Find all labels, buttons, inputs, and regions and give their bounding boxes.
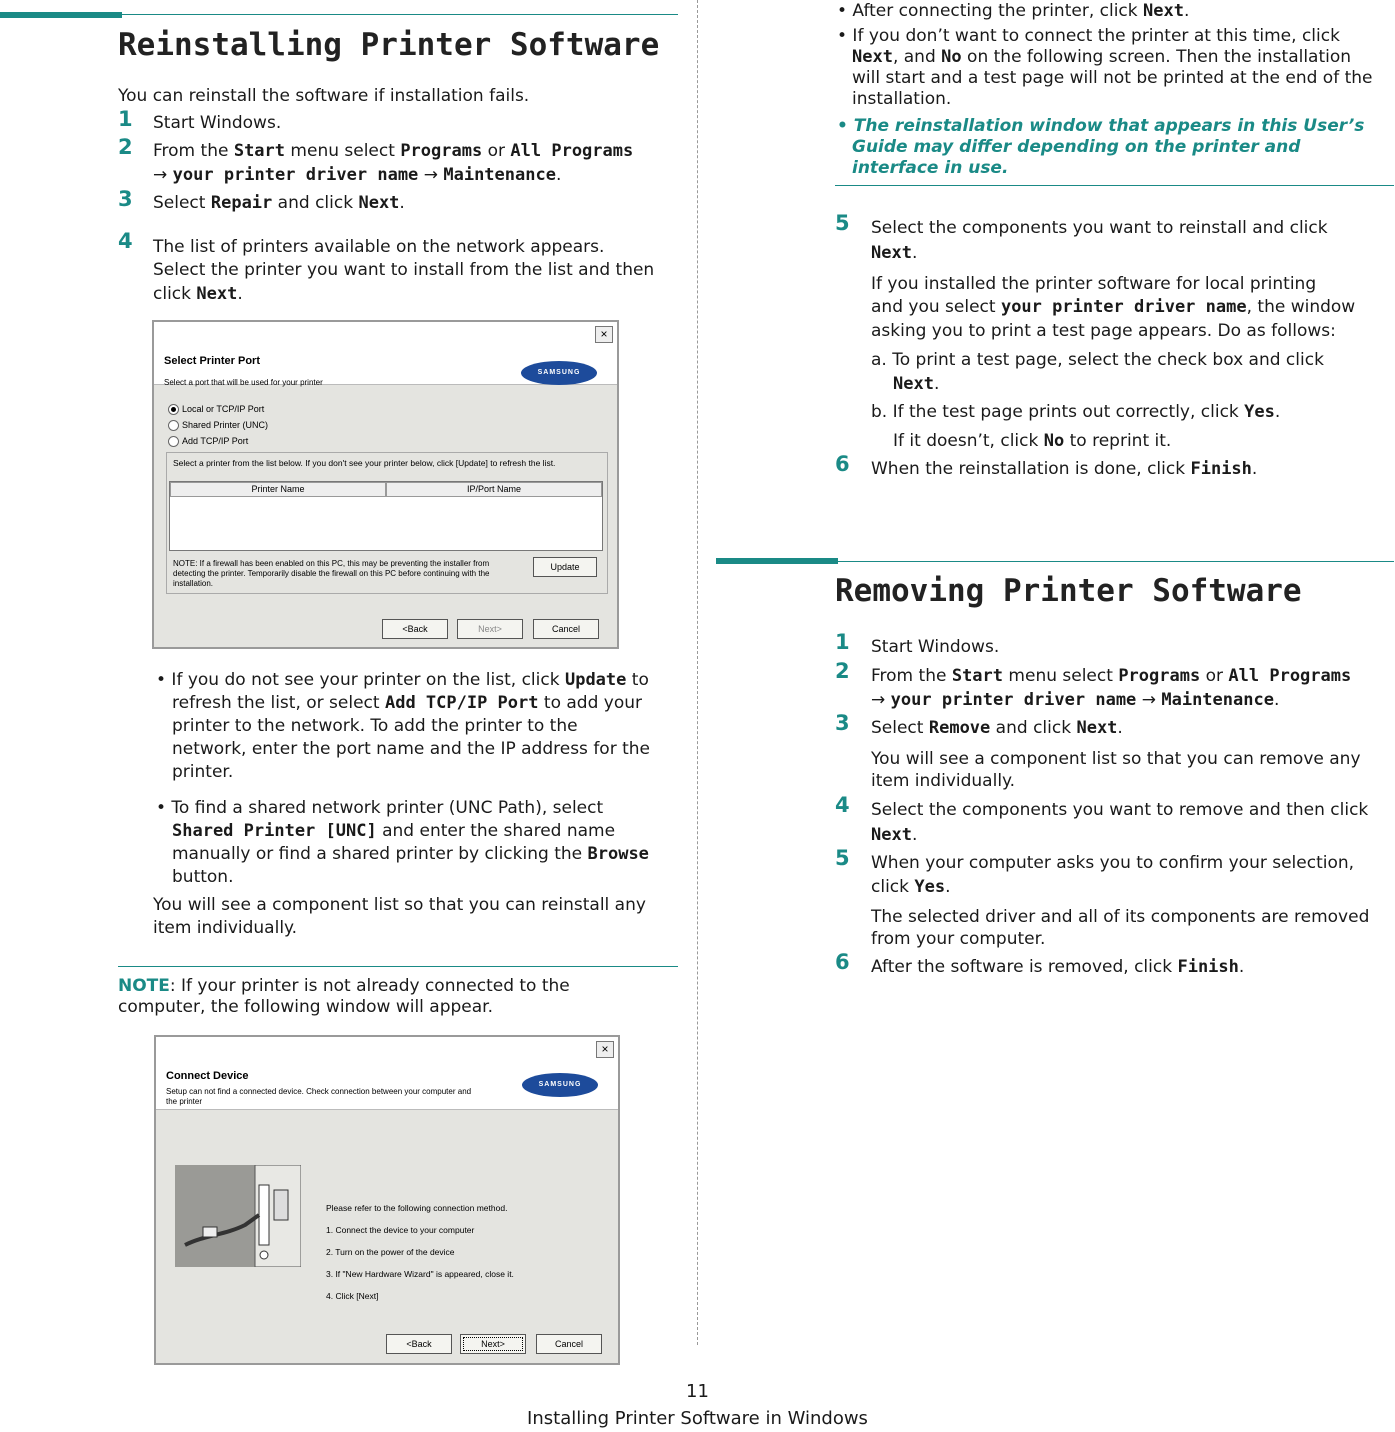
bullet-text: printer to the network. To add the printer to the	[172, 716, 578, 736]
update-button[interactable]: Update	[533, 557, 597, 577]
body-text: item individually.	[153, 918, 298, 938]
step-text: Select the printer you want to install from the list and then	[153, 260, 655, 280]
step-number: 3	[118, 187, 133, 211]
bullet-text: button.	[172, 867, 234, 887]
back-button[interactable]: <Back	[382, 619, 448, 639]
step-number: 4	[835, 793, 850, 817]
radio-label: Add TCP/IP Port	[182, 436, 249, 446]
step-text: After the software is removed, click Finish.	[871, 957, 1245, 977]
body-text: You will see a component list so that you can remove any	[871, 749, 1361, 769]
connect-device-dialog	[154, 1035, 620, 1365]
bullet-text: • If you do not see your printer on the list, click Update to	[156, 670, 649, 690]
step-text: Next.	[871, 825, 918, 845]
step-number: 3	[835, 711, 850, 735]
italic-note: • The reinstallation window that appears in this User’s	[837, 116, 1365, 136]
body-text: The selected driver and all of its components are removed	[871, 907, 1370, 927]
step-number: 2	[118, 135, 133, 159]
body-text: If you installed the printer software for local printing	[871, 274, 1317, 294]
section-rule	[838, 561, 1394, 562]
step-text: Select Remove and click Next.	[871, 718, 1123, 738]
step-text: Select Repair and click Next.	[153, 193, 405, 213]
close-icon[interactable]: ×	[595, 326, 613, 343]
dialog-header	[156, 1037, 618, 1110]
radio-shared-printer[interactable]	[168, 420, 179, 431]
body-text: and you select your printer driver name, the window	[871, 297, 1356, 317]
step-text: → your printer driver name → Maintenance.	[153, 165, 562, 185]
instructions: Please refer to the following connection method. 1. Connect the device to your computer 2. Turn on the power of the device 3. If "New Hardware Wizard" is appeared, close it. 4. Click [Next]	[326, 1203, 514, 1301]
step-text: From the Start menu select Programs or All Programs	[871, 666, 1352, 686]
note-text: computer, the following window will appear.	[118, 997, 494, 1017]
step-text: click Yes.	[871, 877, 951, 897]
cancel-button[interactable]: Cancel	[533, 619, 599, 639]
bullet-text: network, enter the port name and the IP address for the	[172, 739, 650, 759]
step-number: 5	[835, 211, 850, 235]
section-rule-accent	[716, 558, 838, 564]
next-button[interactable]: Next>	[460, 1334, 526, 1354]
bullet-text: • To find a shared network printer (UNC Path), select	[156, 798, 604, 818]
dialog-header	[154, 322, 617, 385]
step-text: The list of printers available on the network appears.	[153, 237, 605, 257]
body-text: item individually.	[871, 771, 1016, 791]
step-text: From the Start menu select Programs or All Programs	[153, 141, 634, 161]
step-text: Start Windows.	[153, 113, 282, 133]
dialog-title: Select Printer Port	[164, 355, 260, 367]
step-text: click Next.	[153, 284, 243, 304]
sub-step: Next.	[893, 374, 940, 394]
section-title: Reinstalling Printer Software	[118, 27, 660, 63]
step-text: Select the components you want to reinstall and click	[871, 218, 1328, 238]
column-header-printer-name[interactable]: Printer Name	[170, 482, 386, 497]
printer-list[interactable]	[169, 481, 603, 551]
page-number: 11	[686, 1381, 709, 1402]
bullet-text: installation.	[852, 89, 952, 109]
connection-illustration	[175, 1165, 301, 1267]
step-text: → your printer driver name → Maintenance.	[871, 690, 1280, 710]
dialog-subtitle: Select a port that will be used for your printer	[164, 378, 323, 387]
radio-add-tcpip-port[interactable]	[168, 436, 179, 447]
select-printer-port-dialog	[152, 320, 619, 649]
step-text: When the reinstallation is done, click Finish.	[871, 459, 1258, 479]
italic-note: interface in use.	[852, 158, 1009, 178]
note-text: NOTE: If your printer is not already connected to the	[118, 976, 570, 996]
step-text: Select the components you want to remove and then click	[871, 800, 1369, 820]
sub-step: If it doesn’t, click No to reprint it.	[893, 431, 1172, 451]
dialog-title: Connect Device	[166, 1070, 249, 1082]
body-text: from your computer.	[871, 929, 1046, 949]
intro-text: You can reinstall the software if installation fails.	[118, 86, 530, 106]
printer-list-group	[166, 452, 608, 594]
note-rule	[118, 966, 678, 967]
body-text: You will see a component list so that you can reinstall any	[153, 895, 646, 915]
step-number: 6	[835, 452, 850, 476]
back-button[interactable]: <Back	[386, 1334, 452, 1354]
bullet-text: printer.	[172, 762, 234, 782]
italic-note: Guide may differ depending on the printer and	[852, 137, 1301, 157]
close-icon[interactable]: ×	[596, 1041, 614, 1058]
next-button[interactable]: Next>	[457, 619, 523, 639]
group-instruction: Select a printer from the list below. If you don't see your printer below, click [Update] to refresh the list.	[173, 458, 556, 468]
bullet-text: • If you don’t want to connect the printer at this time, click	[837, 26, 1340, 46]
step-text: Start Windows.	[871, 637, 1000, 657]
section-rule-accent	[0, 12, 122, 18]
bullet-text: Next, and No on the following screen. Then the installation	[852, 47, 1352, 67]
column-header-ip-port[interactable]: IP/Port Name	[386, 482, 602, 497]
step-number: 4	[118, 229, 133, 253]
samsung-logo: SAMSUNG	[522, 1073, 598, 1097]
body-text: asking you to print a test page appears. Do as follows:	[871, 321, 1336, 341]
note-rule	[835, 185, 1394, 186]
dialog-subtitle: Setup can not find a connected device. Check connection between your computer and the printer	[166, 1087, 472, 1106]
bullet-text: • After connecting the printer, click Next.	[837, 1, 1190, 21]
sub-step: b. If the test page prints out correctly, click Yes.	[871, 402, 1281, 422]
step-number: 2	[835, 659, 850, 683]
radio-label: Local or TCP/IP Port	[182, 404, 265, 414]
step-number: 6	[835, 950, 850, 974]
section-title: Removing Printer Software	[835, 573, 1302, 609]
radio-local-port[interactable]	[168, 404, 179, 415]
step-text: Next.	[871, 243, 918, 263]
step-number: 5	[835, 846, 850, 870]
firewall-note: NOTE: If a firewall has been enabled on this PC, this may be preventing the installer from detecting the printer. Temporarily disable the firewall on this PC before continuing with the installation.	[173, 559, 490, 588]
radio-label: Shared Printer (UNC)	[182, 420, 269, 430]
bullet-text: refresh the list, or select Add TCP/IP Port to add your	[172, 693, 643, 713]
bullet-text: will start and a test page will not be printed at the end of the	[852, 68, 1373, 88]
footer-caption: Installing Printer Software in Windows	[527, 1408, 868, 1429]
section-rule	[122, 14, 678, 15]
step-text: When your computer asks you to confirm your selection,	[871, 853, 1355, 873]
samsung-logo: SAMSUNG	[521, 361, 597, 385]
cancel-button[interactable]: Cancel	[536, 1334, 602, 1354]
bullet-text: manually or find a shared printer by clicking the Browse	[172, 844, 649, 864]
sub-step: a. To print a test page, select the check box and click	[871, 350, 1324, 370]
step-number: 1	[835, 630, 850, 654]
bullet-text: Shared Printer [UNC] and enter the shared name	[172, 821, 616, 841]
step-number: 1	[118, 107, 133, 131]
column-divider	[697, 0, 698, 1345]
